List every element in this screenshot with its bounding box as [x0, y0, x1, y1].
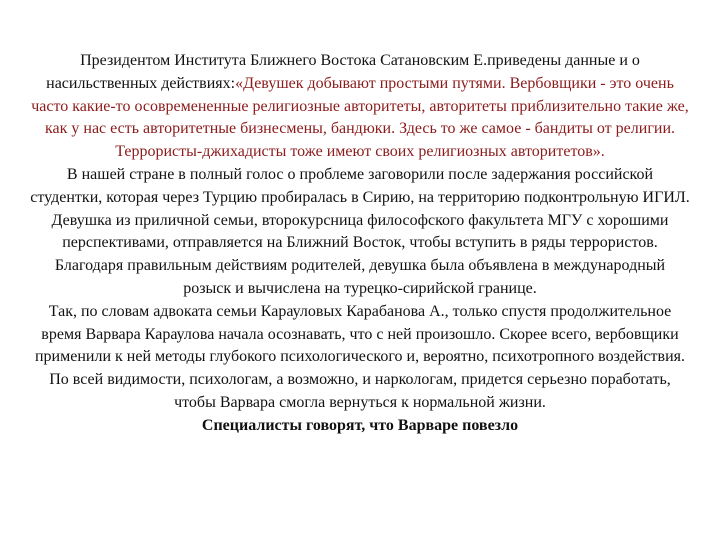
document-body	[30, 50, 690, 438]
intro-text: Президентом Института Ближнего Востока Сатановским Е.приведены данные и о насильственных действиях:	[46, 52, 640, 92]
paragraph-lawyer: Так, по словам адвоката семьи Карауловых Карабанова А., только спустя продолжительное время Варвара Караулова начала осознавать, что с ней произошло. Скорее всего, вербовщики применили к ней методы глубокого психологического и, вероятно, психотропного воздействия. По всей видимости, психологам, а возможно, и наркологам, придется серьезно поработать, чтобы Варвара смогла вернуться к нормальной жизни.	[34, 302, 685, 411]
quote-text: «Девушек добывают простыми путями. Вербовщики - это очень часто какие-то осовремененные религиозные авторитеты, авторитеты приблизительно такие же, как у нас есть авторитетные бизнесмены, бандюки. Здесь то же самое - бандиты от религии. Террористы-джихадисты тоже имеют своих религиозных авторитетов».	[31, 74, 689, 161]
intro-paragraph	[30, 50, 690, 164]
closing-heading: Специалисты говорят, что Варваре повезло	[201, 416, 519, 434]
paragraph-detention: В нашей стране в полный голос о проблеме заговорили после задержания российской студентки, которая через Турцию пробиралась в Сирию, на территорию подконтрольную ИГИЛ. Девушка из приличной семьи, второкурсница философского факультета МГУ с хорошими перспективами, отправляется на Ближний Восток, чтобы вступить в ряды террористов. Благодаря правильным действиям родителей, девушка была объявлена в международный розыск и вычислена на турецко-сирийской границе.	[30, 165, 690, 297]
